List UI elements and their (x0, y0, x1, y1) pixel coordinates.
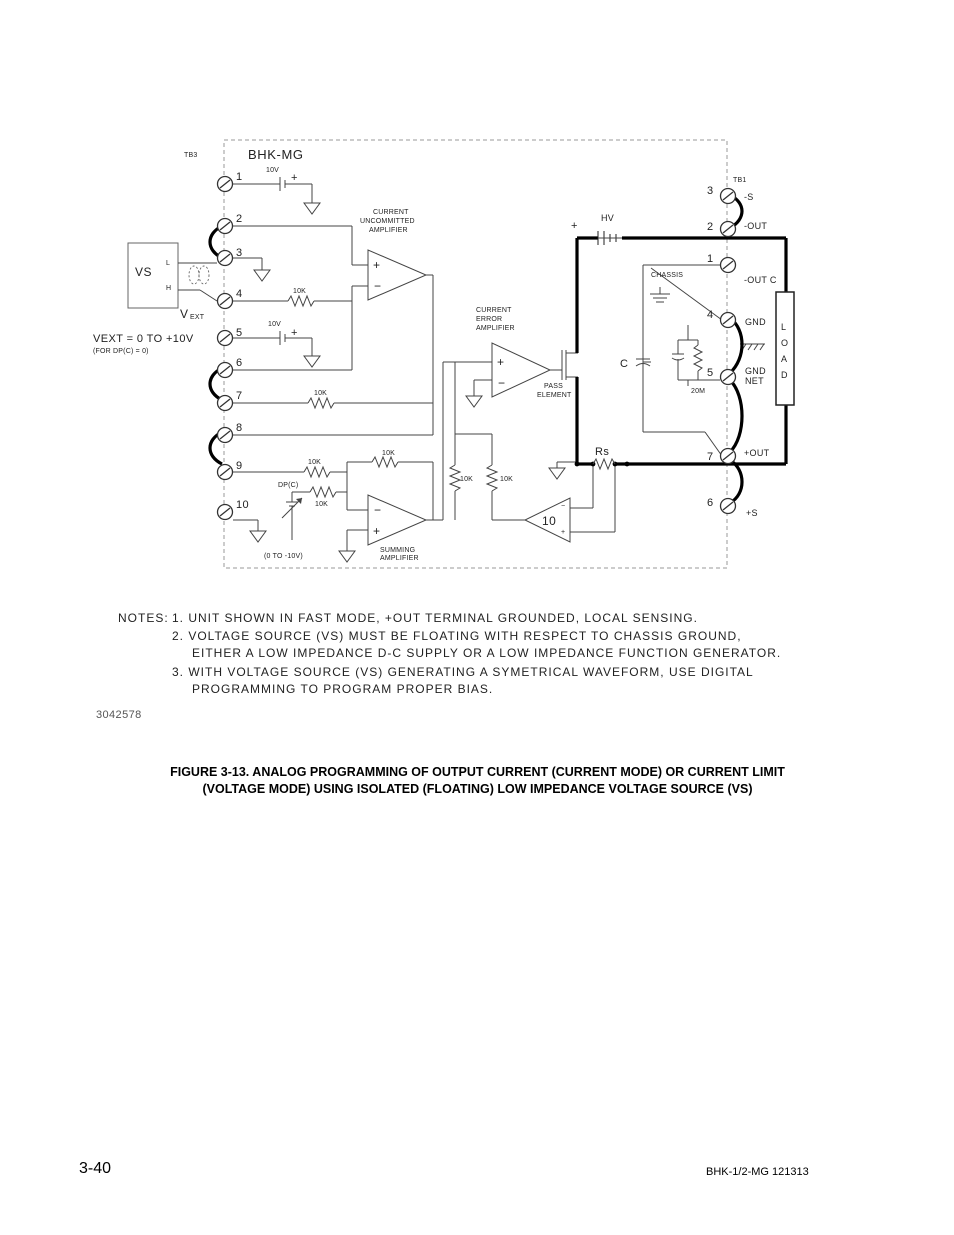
summing-amp-label-1: SUMMING (380, 547, 416, 554)
gnd-hatch-symbol (740, 344, 765, 350)
tb3-wiring (233, 177, 492, 545)
drawing-number: 3042578 (96, 709, 142, 721)
tb3-terminal-3-label: 3 (236, 247, 243, 259)
tb3-label: TB3 (184, 152, 198, 159)
document-id: BHK-1/2-MG 121313 (706, 1166, 809, 1178)
vext-subscript: EXT (190, 314, 205, 321)
pass-element-label-2: ELEMENT (537, 392, 572, 399)
vext-label: V (180, 307, 189, 321)
load-letter-o: O (781, 338, 789, 348)
svg-text:−: − (374, 279, 382, 293)
uncommitted-amp-label-2: UNCOMMITTED (360, 218, 415, 225)
tb1-terminal-5-label: 5 (707, 367, 714, 379)
tb3-terminal-9-label: 9 (236, 460, 243, 472)
chassis-ground-symbol (650, 287, 670, 302)
resistor-10k-c-label: 10K (308, 459, 322, 466)
load-letter-d: D (781, 370, 788, 380)
rs-label: Rs (595, 446, 610, 458)
pass-element-label-1: PASS (544, 383, 563, 390)
svg-text:+: + (497, 355, 505, 369)
load-resistor (776, 292, 794, 405)
svg-text:+: + (373, 258, 381, 272)
dp-label: DP(C) (278, 482, 299, 489)
tb1-terminal-3-label: 3 (707, 185, 714, 197)
tb3-terminal-block (218, 177, 233, 520)
svg-text:+: + (291, 327, 298, 339)
bhk-mg-enclosure (224, 140, 727, 568)
tb1-label-gnd-net-1: GND (745, 366, 766, 376)
tb1-terminal-6-label: 6 (707, 497, 714, 509)
load-letter-a: A (781, 354, 788, 364)
vs-low-label: L (166, 260, 171, 267)
pass-element (562, 350, 578, 380)
tb3-terminal-2-label: 2 (236, 213, 243, 225)
summing-amp-label-2: AMPLIFIER (380, 555, 419, 562)
svg-text:+: + (571, 220, 578, 232)
resistor-10k-e-label: 10K (315, 501, 329, 508)
resistor-10k-b-label: 10K (314, 390, 328, 397)
model-label: BHK-MG (248, 147, 304, 162)
tb1-label-gnd-net-2: NET (745, 376, 764, 386)
note-2a: 2. VOLTAGE SOURCE (VS) MUST BE FLOATING WITH RESPECT TO CHASSIS GROUND, (172, 629, 742, 643)
note-3a: 3. WITH VOLTAGE SOURCE (VS) GENERATING A SYMETRICAL WAVEFORM, USE DIGITAL (172, 665, 754, 679)
capacitor-label: C (620, 358, 629, 370)
tb1-terminal-1-label: 1 (707, 253, 714, 265)
svg-text:+: + (373, 524, 381, 538)
error-amp-label-3: AMPLIFIER (476, 325, 515, 332)
tb3-terminal-5-label: 5 (236, 327, 243, 339)
tb3-terminal-1-label: 1 (236, 171, 243, 183)
error-amp-label-2: ERROR (476, 316, 503, 323)
resistor-20m-label: 20M (691, 388, 706, 395)
svg-text:−: − (374, 503, 382, 517)
chassis-label: CHASSIS (651, 272, 684, 279)
tb3-terminal-6-label: 6 (236, 357, 243, 369)
load-letter-l: L (781, 322, 787, 332)
vs-label: VS (135, 265, 153, 279)
tb1-label-minus-s: -S (744, 192, 754, 202)
note-1: 1. UNIT SHOWN IN FAST MODE, +OUT TERMINAL GROUNDED, LOCAL SENSING. (172, 611, 698, 625)
vs-high-label: H (166, 285, 172, 292)
dp-range-label: (0 TO -10V) (264, 553, 303, 560)
svg-text:−: − (561, 503, 566, 510)
svg-text:+: + (561, 529, 566, 536)
gain-label: 10 (542, 514, 557, 528)
tb1-label-gnd: GND (745, 317, 766, 327)
vext-range-note: VEXT = 0 TO +10V (93, 333, 194, 345)
jumper-tb1-5-7 (730, 380, 742, 452)
notes-title: NOTES: (118, 611, 169, 625)
page-number: 3-40 (79, 1160, 112, 1177)
resistor-10k-g-label: 10K (500, 476, 514, 483)
hv-label: HV (601, 213, 615, 223)
tb3-terminal-8-label: 8 (236, 422, 243, 434)
figure-caption-line-2: (VOLTAGE MODE) USING ISOLATED (FLOATING) LOW IMPEDANCE VOLTAGE SOURCE (VS) (202, 782, 753, 796)
svg-text:−: − (498, 376, 506, 390)
tb1-terminal-2-label: 2 (707, 221, 714, 233)
tb1-label-plus-out: +OUT (744, 448, 770, 458)
note-3b: PROGRAMMING TO PROGRAM PROPER BIAS. (192, 682, 494, 696)
vs-wiring (178, 263, 217, 301)
note-2b: EITHER A LOW IMPEDANCE D-C SUPPLY OR A LOW IMPEDANCE FUNCTION GENERATOR. (192, 646, 782, 660)
vext-range-subnote: (FOR DP(C) = 0) (93, 348, 149, 355)
tb1-terminal-7-label: 7 (707, 451, 714, 463)
tb1-label-minus-out: -OUT (744, 221, 768, 231)
resistor-10k-f-label: 10K (460, 476, 474, 483)
resistor-10k-d-label: 10K (382, 450, 396, 457)
battery-10v-5-label: 10V (268, 321, 282, 328)
tb3-terminal-7-label: 7 (236, 390, 243, 402)
tb3-terminal-4-label: 4 (236, 288, 243, 300)
figure-caption-line-1: FIGURE 3-13. ANALOG PROGRAMMING OF OUTPUT CURRENT (CURRENT MODE) OR CURRENT LIMIT (170, 765, 785, 779)
resistor-10k-a-label: 10K (293, 288, 307, 295)
figure-caption (90, 764, 865, 798)
tb1-label: TB1 (733, 177, 747, 184)
svg-text:+: + (291, 172, 298, 184)
uncommitted-amp-label-1: CURRENT (373, 209, 409, 216)
jumper-tb1-7-6 (730, 460, 742, 503)
error-amp-label-1: CURRENT (476, 307, 512, 314)
tb3-terminal-10-label: 10 (236, 499, 250, 511)
uncommitted-amp-label-3: AMPLIFIER (369, 227, 408, 234)
tb1-label-minus-out-c: -OUT C (744, 275, 777, 285)
tb1-terminal-4-label: 4 (707, 309, 714, 321)
battery-10v-1-label: 10V (266, 167, 280, 174)
tb1-label-plus-s: +S (746, 508, 758, 518)
